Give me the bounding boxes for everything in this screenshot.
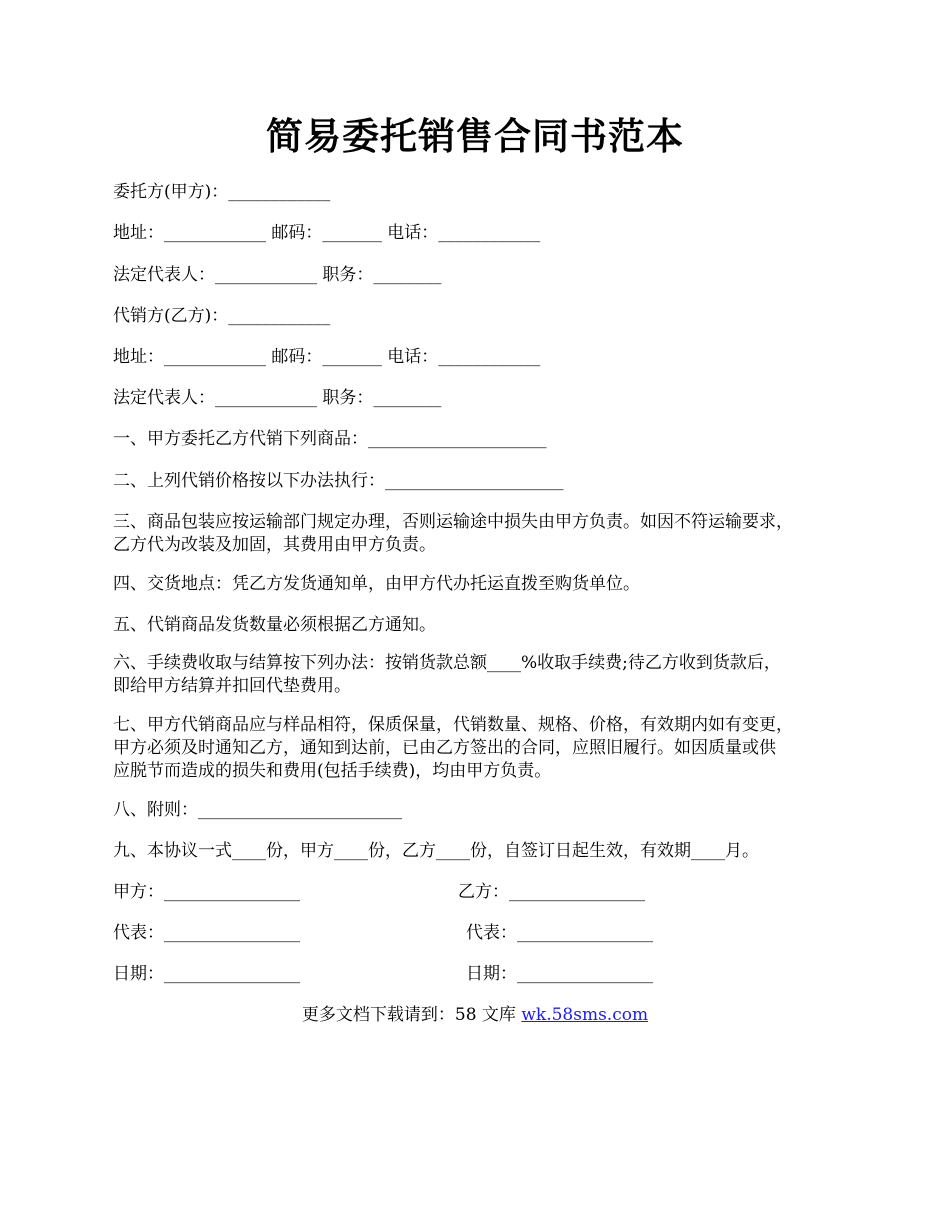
party-a-address-line: 地址：____________ 邮码：_______ 电话：____________ — [113, 223, 541, 243]
clause-1: 一、甲方委托乙方代销下列商品：_____________________ — [113, 429, 547, 449]
clause-2: 二、上列代销价格按以下办法执行：_____________________ — [113, 471, 564, 491]
party-b-rep-line: 法定代表人：____________ 职务：________ — [113, 388, 442, 408]
signature-party-a: 甲方：________________ — [113, 882, 300, 902]
clause-7 — [113, 714, 843, 783]
clause-6 — [113, 652, 843, 698]
party-b-address-line: 地址：____________ 邮码：_______ 电话：____________ — [113, 347, 541, 367]
party-a-name-line: 委托方(甲方)：____________ — [113, 182, 331, 202]
footer — [0, 1004, 950, 1026]
clause-7-line-1: 七、甲方代销商品应与样品相符，保质保量，代销数量、规格、价格，有效期内如有变更， — [113, 715, 793, 735]
footer-text: 更多文档下载请到：58 文库 — [301, 1005, 522, 1025]
clause-3-line-1: 三、商品包装应按运输部门规定办理，否则运输途中损失由甲方负责。如因不符运输要求， — [113, 512, 793, 532]
clause-7-line-2: 甲方必须及时通知乙方，通知到达前，已由乙方签出的合同，应照旧履行。如因质量或供 — [113, 738, 776, 758]
signature-date-a: 日期：________________ — [113, 964, 300, 984]
party-a-rep-line: 法定代表人：____________ 职务：________ — [113, 265, 442, 285]
clause-8: 八、附则：________________________ — [113, 800, 402, 820]
signature-date-b: 日期：________________ — [466, 964, 653, 984]
clause-7-line-3: 应脱节而造成的损失和费用(包括手续费)，均由甲方负责。 — [113, 761, 552, 781]
clause-3 — [113, 511, 843, 557]
signature-rep-a: 代表：________________ — [113, 923, 300, 943]
document-title: 简易委托销售合同书范本 — [266, 114, 684, 158]
footer-link[interactable]: wk.58sms.com — [521, 1005, 649, 1025]
signature-party-b: 乙方：________________ — [458, 882, 645, 902]
clause-9: 九、本协议一式____份，甲方____份，乙方____份，自签订日起生效，有效期____月。 — [113, 841, 759, 861]
clause-6-line-1: 六、手续费收取与结算按下列办法：按销货款总额____%收取手续费;待乙方收到货款后， — [113, 653, 781, 673]
signature-rep-b: 代表：________________ — [466, 923, 653, 943]
clause-6-line-2: 即给甲方结算并扣回代垫费用。 — [113, 676, 351, 696]
clause-3-line-2: 乙方代为改装及加固，其费用由甲方负责。 — [113, 535, 436, 555]
clause-4: 四、交货地点：凭乙方发货通知单，由甲方代办托运直拨至购货单位。 — [113, 574, 640, 594]
clause-5: 五、代销商品发货数量必须根据乙方通知。 — [113, 615, 436, 635]
party-b-name-line: 代销方(乙方)：____________ — [113, 306, 331, 326]
